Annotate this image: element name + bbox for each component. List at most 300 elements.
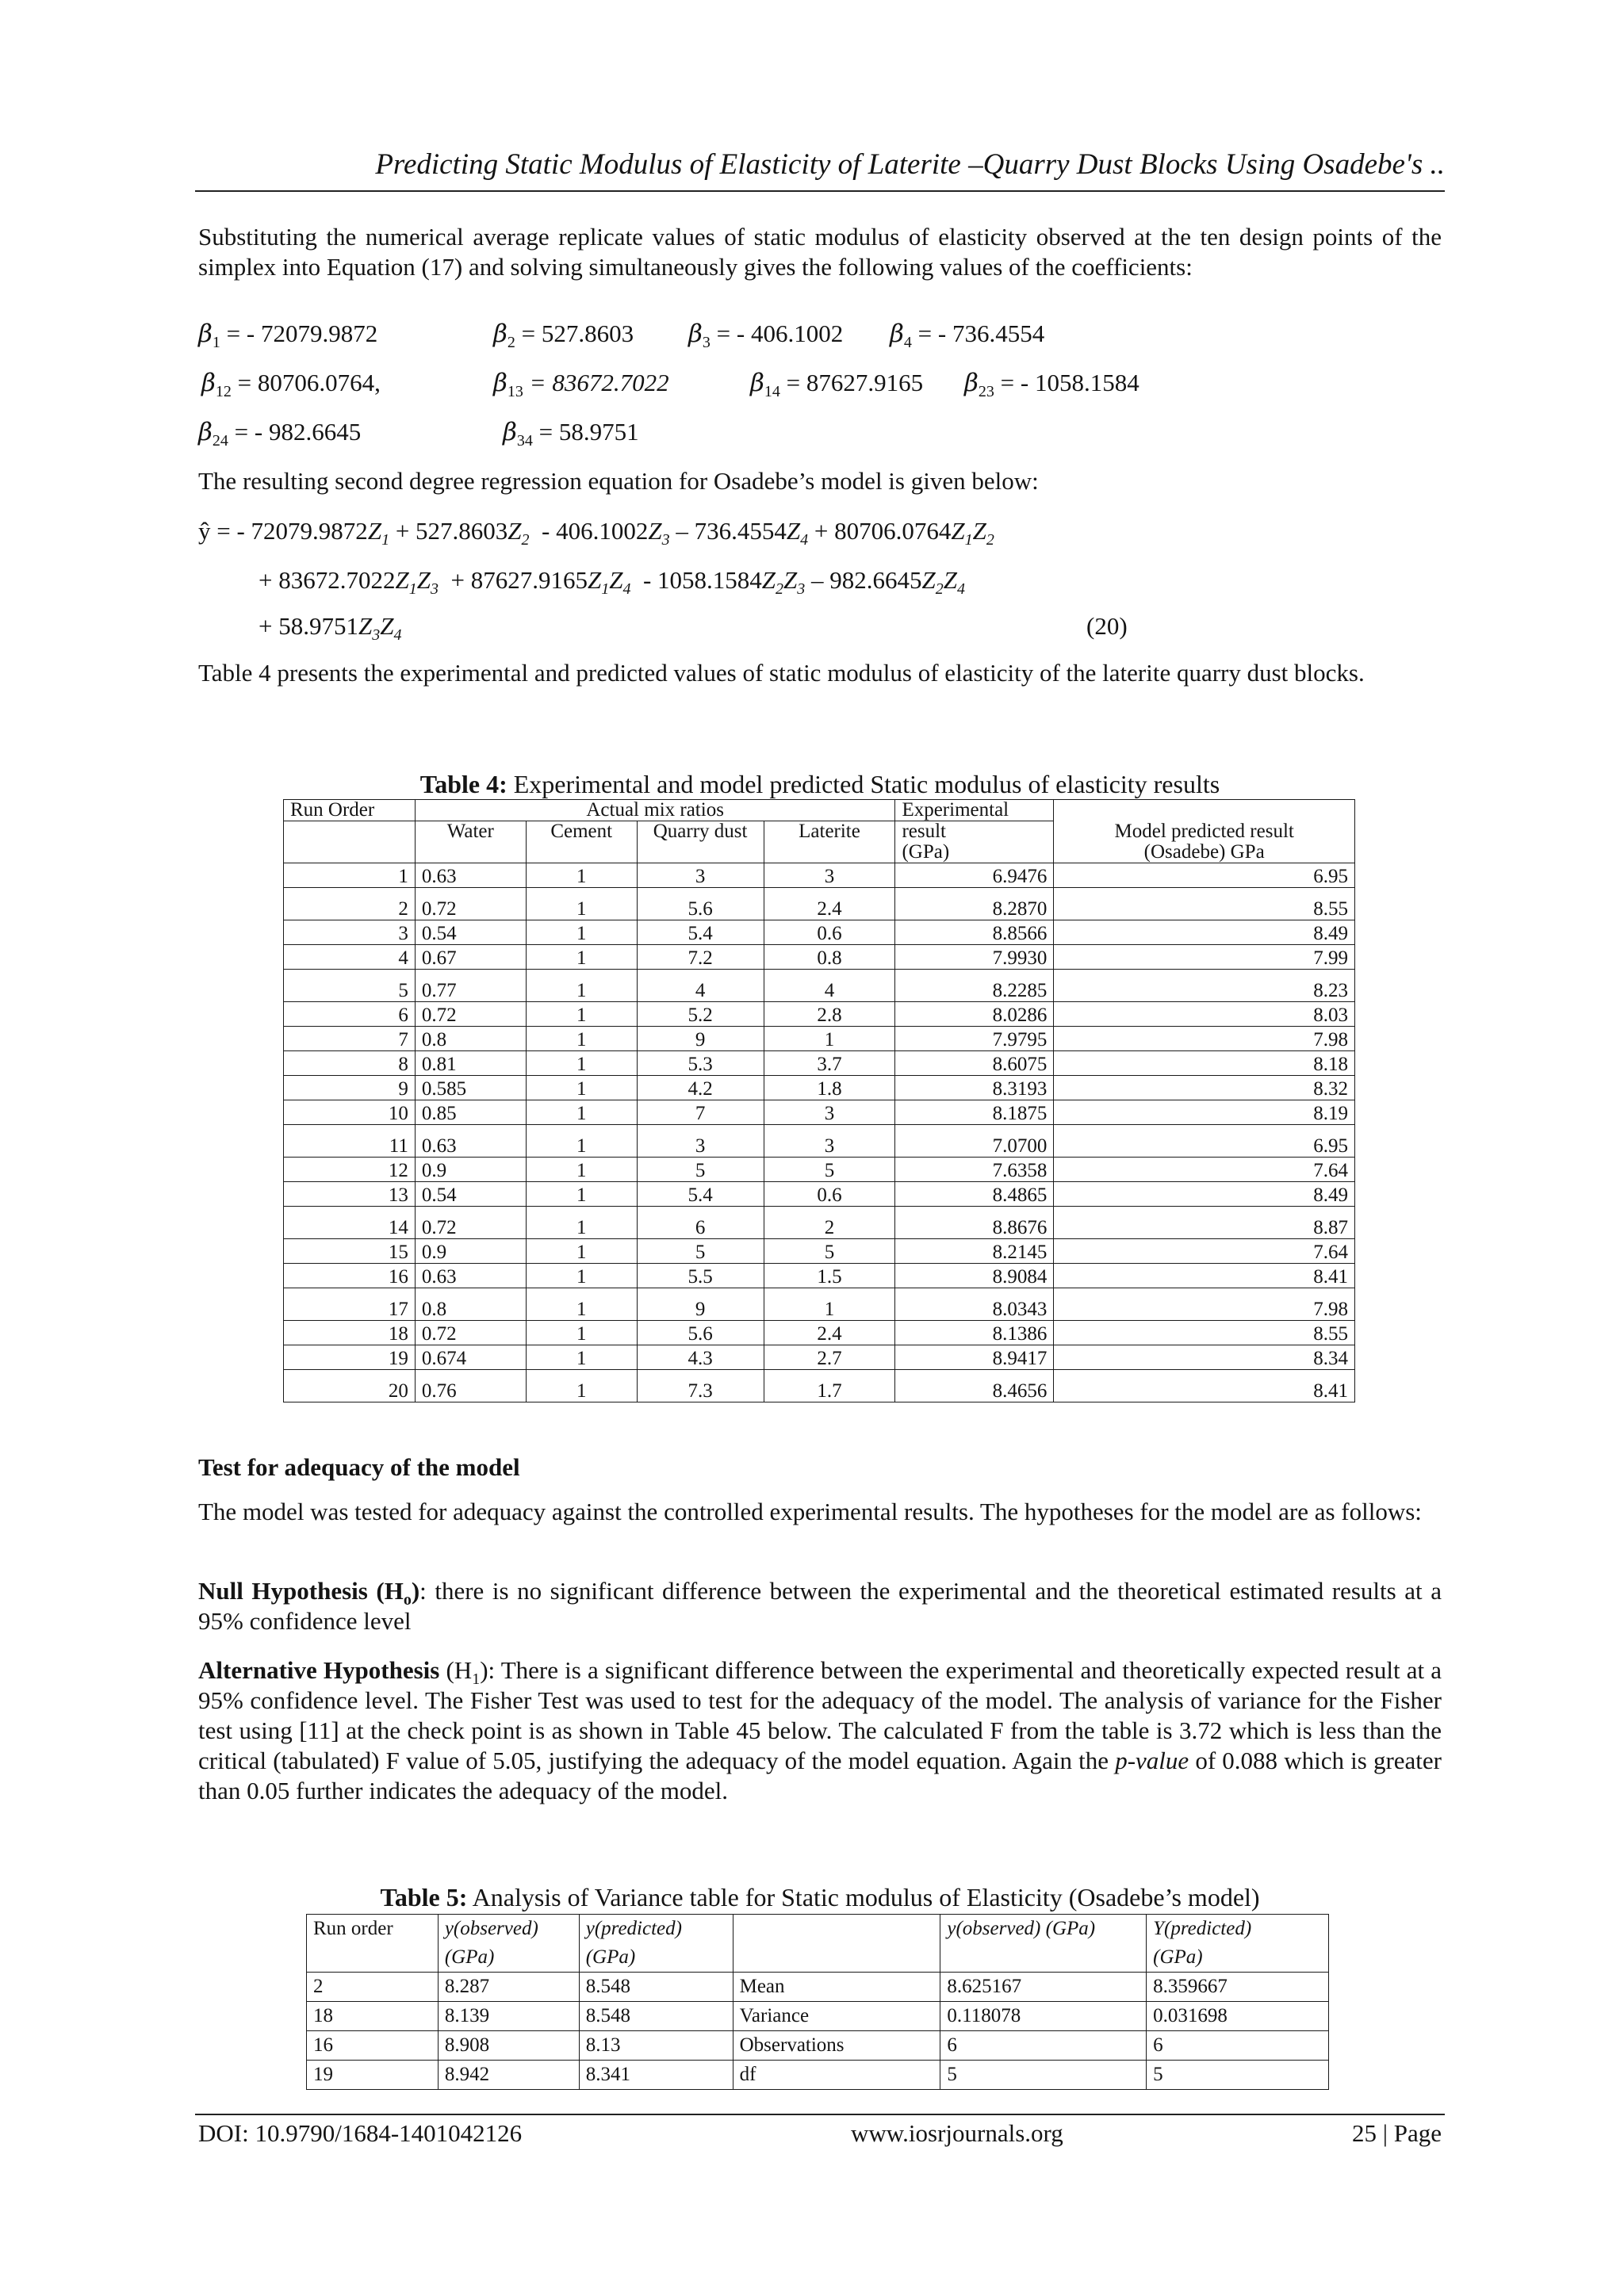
stat-y-observed-cell: 5 <box>940 2061 1147 2090</box>
equation-line-3 <box>259 610 401 642</box>
predicted-cell: 8.41 <box>1054 1264 1355 1288</box>
equation-number: (20) <box>1086 612 1128 640</box>
experimental-cell: 7.9795 <box>895 1027 1054 1051</box>
eq-var: Z <box>395 566 409 594</box>
cement-cell: 1 <box>526 1125 637 1158</box>
run-order-cell: 12 <box>284 1158 416 1182</box>
laterite-cell: 3 <box>764 863 895 888</box>
cement-cell: 1 <box>526 1182 637 1207</box>
quarry-dust-cell: 5.6 <box>637 888 764 920</box>
eq-sub: 4 <box>393 626 402 644</box>
quarry-dust-cell: 3 <box>637 1125 764 1158</box>
laterite-cell: 3 <box>764 1100 895 1125</box>
table-row <box>284 1051 1355 1076</box>
table-row <box>284 1370 1355 1402</box>
table-header-row <box>284 800 1355 821</box>
coef-value: = 527.8603 <box>521 320 634 347</box>
coef-b4 <box>890 319 1044 349</box>
quarry-dust-cell: 5 <box>637 1158 764 1182</box>
predicted-cell: 8.55 <box>1054 888 1355 920</box>
alt-pvalue: p-value <box>1115 1747 1189 1774</box>
adequacy-heading: Test for adequacy of the model <box>198 1453 520 1481</box>
cement-cell: 1 <box>526 920 637 945</box>
quarry-dust-cell: 5.6 <box>637 1321 764 1345</box>
cement-cell: 1 <box>526 1207 637 1239</box>
table-row <box>284 1002 1355 1027</box>
coef-sub: 13 <box>507 383 523 400</box>
beta-symbol: β <box>503 418 517 446</box>
null-hypothesis <box>198 1576 1442 1636</box>
predicted-cell: 7.98 <box>1054 1027 1355 1051</box>
cement-cell: 1 <box>526 1051 637 1076</box>
beta-symbol: β <box>890 320 904 348</box>
header-y-predicted: y(predicted) <box>579 1915 733 1944</box>
beta-symbol: β <box>201 369 216 397</box>
header-empty <box>733 1943 940 1973</box>
coef-sub: 14 <box>764 383 780 400</box>
header-empty <box>1054 800 1355 821</box>
eq-var: Z <box>943 566 958 594</box>
experimental-cell: 8.2285 <box>895 970 1054 1002</box>
cement-cell: 1 <box>526 1002 637 1027</box>
predicted-cell: 8.03 <box>1054 1002 1355 1027</box>
y-predicted-cell: 8.13 <box>579 2031 733 2061</box>
header-run-order: Run order <box>307 1915 439 1944</box>
caption-text: Analysis of Variance table for Static modulus of Elasticity (Osadebe’s model) <box>467 1883 1260 1911</box>
cement-cell: 1 <box>526 863 637 888</box>
laterite-cell: 3 <box>764 1125 895 1158</box>
coef-value: = 80706.0764, <box>237 369 381 396</box>
quarry-dust-cell: 7 <box>637 1100 764 1125</box>
header-cement: Cement <box>526 821 637 863</box>
equation-line-2 <box>259 564 965 596</box>
run-order-cell: 15 <box>284 1239 416 1264</box>
table-row <box>284 920 1355 945</box>
stat-y-predicted-cell: 5 <box>1147 2061 1329 2090</box>
predicted-cell: 8.19 <box>1054 1100 1355 1125</box>
coef-sub: 1 <box>212 334 220 351</box>
coef-b24 <box>198 417 362 450</box>
run-order-cell: 19 <box>307 2061 439 2090</box>
run-order-cell: 11 <box>284 1125 416 1158</box>
header-empty <box>284 821 416 863</box>
running-header-title: Predicting Static Modulus of Elasticity of Laterite –Quarry Dust Blocks Using Osadebe's .. <box>375 148 1445 181</box>
eq-var: Z <box>508 517 522 545</box>
y-observed-cell: 8.908 <box>438 2031 579 2061</box>
header-experimental-l3: (GPa) <box>895 842 1054 863</box>
eq-sub: 3 <box>797 580 806 598</box>
experimental-cell: 8.1875 <box>895 1100 1054 1125</box>
experimental-cell: 8.0343 <box>895 1288 1054 1321</box>
stat-y-observed-cell: 6 <box>940 2031 1147 2061</box>
water-cell: 0.81 <box>415 1051 526 1076</box>
water-cell: 0.63 <box>415 863 526 888</box>
laterite-cell: 0.8 <box>764 945 895 970</box>
experimental-cell: 8.2145 <box>895 1239 1054 1264</box>
alt-paren: (H <box>439 1656 473 1684</box>
predicted-cell: 7.64 <box>1054 1239 1355 1264</box>
run-order-cell: 6 <box>284 1002 416 1027</box>
coef-value: = 83672.7022 <box>529 369 669 396</box>
experimental-cell: 7.9930 <box>895 945 1054 970</box>
run-order-cell: 7 <box>284 1027 416 1051</box>
header-laterite: Laterite <box>764 821 895 863</box>
quarry-dust-cell: 5.4 <box>637 920 764 945</box>
water-cell: 0.63 <box>415 1125 526 1158</box>
laterite-cell: 2.4 <box>764 888 895 920</box>
coef-b23 <box>964 368 1139 398</box>
experimental-cell: 8.2870 <box>895 888 1054 920</box>
alternative-hypothesis <box>198 1655 1442 1806</box>
predicted-cell: 8.49 <box>1054 920 1355 945</box>
table4 <box>283 799 1355 1402</box>
experimental-cell: 8.8566 <box>895 920 1054 945</box>
water-cell: 0.67 <box>415 945 526 970</box>
stat-y-predicted-cell: 0.031698 <box>1147 2002 1329 2031</box>
coef-sub: 2 <box>507 334 515 351</box>
eq-term: - 406.1002 <box>529 517 649 545</box>
quarry-dust-cell: 5.5 <box>637 1264 764 1288</box>
beta-symbol: β <box>688 320 703 348</box>
coef-b13 <box>493 368 669 398</box>
header-empty <box>940 1943 1147 1973</box>
predicted-cell: 8.23 <box>1054 970 1355 1002</box>
run-order-cell: 18 <box>307 2002 439 2031</box>
water-cell: 0.8 <box>415 1027 526 1051</box>
quarry-dust-cell: 3 <box>637 863 764 888</box>
run-order-cell: 2 <box>284 888 416 920</box>
stat-y-observed-cell: 0.118078 <box>940 2002 1147 2031</box>
cement-cell: 1 <box>526 1288 637 1321</box>
run-order-cell: 10 <box>284 1100 416 1125</box>
table4-body <box>284 863 1355 1402</box>
laterite-cell: 1 <box>764 1027 895 1051</box>
experimental-cell: 7.6358 <box>895 1158 1054 1182</box>
table-header-row <box>307 1943 1329 1973</box>
table-header-row <box>307 1915 1329 1944</box>
laterite-cell: 2.7 <box>764 1345 895 1370</box>
coef-sub: 4 <box>903 334 912 351</box>
table5-body <box>307 1973 1329 2090</box>
quarry-dust-cell: 6 <box>637 1207 764 1239</box>
coef-value: = - 406.1002 <box>716 320 844 347</box>
header-empty <box>733 1915 940 1944</box>
water-cell: 0.72 <box>415 1002 526 1027</box>
experimental-cell: 8.8676 <box>895 1207 1054 1239</box>
water-cell: 0.54 <box>415 920 526 945</box>
experimental-cell: 6.9476 <box>895 863 1054 888</box>
cement-cell: 1 <box>526 1239 637 1264</box>
water-cell: 0.585 <box>415 1076 526 1100</box>
eq-term: + 87627.9165 <box>438 566 588 594</box>
header-rule <box>195 190 1445 192</box>
alt-text-b: of 0.088 which is greater than 0.05 further indicates the adequacy of the model. <box>198 1747 1442 1804</box>
coef-value: = 87627.9165 <box>786 369 924 396</box>
coef-sub: 34 <box>516 432 533 450</box>
beta-symbol: β <box>198 320 213 348</box>
stat-label-cell: df <box>733 2061 940 2090</box>
water-cell: 0.85 <box>415 1100 526 1125</box>
intro-paragraph: Substituting the numerical average replicate values of static modulus of elasticity observed at the ten design points of the simplex into Equation (17) and solving simultaneously gives the following values of the coefficients: <box>198 223 1442 281</box>
eq-var: Z <box>380 612 394 640</box>
eq-var: Z <box>416 566 431 594</box>
y-predicted-cell: 8.548 <box>579 2002 733 2031</box>
table-row <box>284 945 1355 970</box>
water-cell: 0.72 <box>415 1321 526 1345</box>
water-cell: 0.72 <box>415 1207 526 1239</box>
run-order-cell: 16 <box>284 1264 416 1288</box>
table-row <box>284 863 1355 888</box>
stat-label-cell: Variance <box>733 2002 940 2031</box>
eq-term: + 527.8603 <box>389 517 508 545</box>
experimental-cell: 8.4656 <box>895 1370 1054 1402</box>
cement-cell: 1 <box>526 1264 637 1288</box>
eq-sub: 3 <box>661 531 670 549</box>
header-predicted-l2: (Osadebe) GPa <box>1054 842 1355 863</box>
experimental-cell: 8.6075 <box>895 1051 1054 1076</box>
water-cell: 0.72 <box>415 888 526 920</box>
quarry-dust-cell: 5.3 <box>637 1051 764 1076</box>
null-close: ) <box>411 1577 420 1605</box>
water-cell: 0.8 <box>415 1288 526 1321</box>
quarry-dust-cell: 4 <box>637 970 764 1002</box>
coef-value: = - 982.6645 <box>234 418 362 446</box>
run-order-cell: 18 <box>284 1321 416 1345</box>
experimental-cell: 8.1386 <box>895 1321 1054 1345</box>
caption-label: Table 4: <box>419 770 508 798</box>
cement-cell: 1 <box>526 888 637 920</box>
caption-text: Experimental and model predicted Static modulus of elasticity results <box>507 770 1220 798</box>
laterite-cell: 5 <box>764 1158 895 1182</box>
stat-label-cell: Mean <box>733 1973 940 2002</box>
header-empty <box>307 1943 439 1973</box>
table4-caption <box>198 769 1442 799</box>
predicted-cell: 6.95 <box>1054 863 1355 888</box>
stat-y-observed-cell: 8.625167 <box>940 1973 1147 2002</box>
header-water: Water <box>415 821 526 863</box>
predicted-cell: 7.64 <box>1054 1158 1355 1182</box>
table-row <box>284 1288 1355 1321</box>
y-observed-cell: 8.287 <box>438 1973 579 2002</box>
eq-term: ŷ = - 72079.9872 <box>198 517 368 545</box>
quarry-dust-cell: 9 <box>637 1027 764 1051</box>
y-observed-cell: 8.942 <box>438 2061 579 2090</box>
quarry-dust-cell: 5.2 <box>637 1002 764 1027</box>
beta-symbol: β <box>198 418 213 446</box>
experimental-cell: 8.3193 <box>895 1076 1054 1100</box>
eq-var: Z <box>972 517 986 545</box>
eq-sub: 1 <box>381 531 390 549</box>
quarry-dust-cell: 7.3 <box>637 1370 764 1402</box>
predicted-cell: 8.34 <box>1054 1345 1355 1370</box>
footer-rule <box>195 2114 1445 2115</box>
quarry-dust-cell: 5.4 <box>637 1182 764 1207</box>
run-order-cell: 17 <box>284 1288 416 1321</box>
laterite-cell: 1 <box>764 1288 895 1321</box>
eq-sub: 2 <box>521 531 530 549</box>
eq-sub: 4 <box>800 531 809 549</box>
header-quarry-dust: Quarry dust <box>637 821 764 863</box>
eq-var: Z <box>367 517 382 545</box>
eq-sub: 1 <box>408 580 417 598</box>
cement-cell: 1 <box>526 1027 637 1051</box>
experimental-cell: 8.4865 <box>895 1182 1054 1207</box>
eq-term: + 58.9751 <box>259 612 358 640</box>
equation-lead: The resulting second degree regression equation for Osadebe’s model is given below: <box>198 467 1039 495</box>
table-header-row <box>284 821 1355 843</box>
eq-sub: 1 <box>964 531 973 549</box>
laterite-cell: 1.7 <box>764 1370 895 1402</box>
predicted-cell: 8.55 <box>1054 1321 1355 1345</box>
coef-b1 <box>198 319 377 349</box>
predicted-cell: 8.49 <box>1054 1182 1355 1207</box>
table-row <box>284 1321 1355 1345</box>
predicted-cell: 8.87 <box>1054 1207 1355 1239</box>
header-stat-y-predicted-unit: (GPa) <box>1147 1943 1329 1973</box>
beta-symbol: β <box>493 369 508 397</box>
laterite-cell: 1.8 <box>764 1076 895 1100</box>
adequacy-paragraph: The model was tested for adequacy against the controlled experimental results. The hypotheses for the model are as follows: <box>198 1498 1422 1525</box>
table-row <box>284 1207 1355 1239</box>
eq-term: + 80706.0764 <box>808 517 952 545</box>
table-row <box>284 1076 1355 1100</box>
table-row <box>284 1345 1355 1370</box>
table-row <box>307 2031 1329 2061</box>
table5-caption <box>198 1882 1442 1912</box>
eq-var: Z <box>609 566 623 594</box>
laterite-cell: 2.8 <box>764 1002 895 1027</box>
run-order-cell: 3 <box>284 920 416 945</box>
header-experimental-l2: result <box>895 821 1054 843</box>
coef-b3 <box>688 319 843 349</box>
water-cell: 0.54 <box>415 1182 526 1207</box>
water-cell: 0.9 <box>415 1158 526 1182</box>
cement-cell: 1 <box>526 1321 637 1345</box>
null-sub: o <box>403 1591 412 1609</box>
eq-var: Z <box>921 566 936 594</box>
eq-sub: 4 <box>957 580 966 598</box>
water-cell: 0.674 <box>415 1345 526 1370</box>
beta-symbol: β <box>750 369 764 397</box>
laterite-cell: 0.6 <box>764 1182 895 1207</box>
eq-term: - 1058.1584 <box>630 566 762 594</box>
header-predicted-l1: Model predicted result <box>1054 821 1355 843</box>
coef-sub: 23 <box>978 383 994 400</box>
header-y-observed-unit: (GPa) <box>438 1943 579 1973</box>
eq-term: – 736.4554 <box>669 517 787 545</box>
laterite-cell: 0.6 <box>764 920 895 945</box>
coef-b12 <box>201 368 381 398</box>
quarry-dust-cell: 4.3 <box>637 1345 764 1370</box>
quarry-dust-cell: 5 <box>637 1239 764 1264</box>
coef-value: = - 1058.1584 <box>1000 369 1139 396</box>
table-row <box>284 970 1355 1002</box>
run-order-cell: 8 <box>284 1051 416 1076</box>
coef-sub: 12 <box>215 383 232 400</box>
coef-value: = - 72079.9872 <box>226 320 378 347</box>
laterite-cell: 5 <box>764 1239 895 1264</box>
water-cell: 0.76 <box>415 1370 526 1402</box>
table-row <box>284 1239 1355 1264</box>
eq-sub: 1 <box>601 580 610 598</box>
eq-var: Z <box>648 517 662 545</box>
run-order-cell: 19 <box>284 1345 416 1370</box>
coef-value: = - 736.4554 <box>917 320 1045 347</box>
run-order-cell: 16 <box>307 2031 439 2061</box>
cement-cell: 1 <box>526 1370 637 1402</box>
coef-sub: 24 <box>212 432 228 450</box>
alt-text-a: ): There is a significant difference between the experimental and theoretically expected result at a 95% confidence level. The Fisher Test was used to test for the adequacy of the model. The analysis of variance for the Fisher test using [11] at the check point is as shown in Table 45 below. The calculated F from the table is 3.72 which is less than the critical (tabulated) F value of 5.05, justifying the adequacy of the model equation. Again the <box>198 1656 1442 1774</box>
water-cell: 0.9 <box>415 1239 526 1264</box>
eq-var: Z <box>786 517 801 545</box>
eq-var: Z <box>951 517 965 545</box>
table4-intro: Table 4 presents the experimental and predicted values of static modulus of elasticity of the laterite quarry dust blocks. <box>198 659 1365 687</box>
footer-doi: DOI: 10.9790/1684-1401042126 <box>198 2119 523 2147</box>
laterite-cell: 4 <box>764 970 895 1002</box>
null-label: Null Hypothesis (H <box>198 1577 404 1605</box>
quarry-dust-cell: 9 <box>637 1288 764 1321</box>
table5 <box>306 1914 1329 2090</box>
eq-var: Z <box>587 566 602 594</box>
run-order-cell: 14 <box>284 1207 416 1239</box>
header-y-predicted-unit: (GPa) <box>579 1943 733 1973</box>
table-row <box>284 1125 1355 1158</box>
run-order-cell: 2 <box>307 1973 439 2002</box>
stat-y-predicted-cell: 8.359667 <box>1147 1973 1329 2002</box>
run-order-cell: 5 <box>284 970 416 1002</box>
alt-sub: 1 <box>472 1670 481 1688</box>
predicted-cell: 8.32 <box>1054 1076 1355 1100</box>
eq-sub: 3 <box>430 580 439 598</box>
eq-sub: 2 <box>935 580 944 598</box>
coef-b2 <box>493 319 634 349</box>
predicted-cell: 6.95 <box>1054 1125 1355 1158</box>
cement-cell: 1 <box>526 1158 637 1182</box>
run-order-cell: 20 <box>284 1370 416 1402</box>
experimental-cell: 8.9417 <box>895 1345 1054 1370</box>
header-stat-y-observed: y(observed) (GPa) <box>940 1915 1147 1944</box>
laterite-cell: 2.4 <box>764 1321 895 1345</box>
table-row <box>307 2061 1329 2090</box>
y-observed-cell: 8.139 <box>438 2002 579 2031</box>
experimental-cell: 7.0700 <box>895 1125 1054 1158</box>
cement-cell: 1 <box>526 1345 637 1370</box>
equation-line-1 <box>198 515 994 547</box>
footer-site: www.iosrjournals.org <box>851 2119 1063 2147</box>
footer-page-number: 25 | Page <box>1352 2119 1442 2147</box>
eq-sub: 2 <box>776 580 784 598</box>
predicted-cell: 8.18 <box>1054 1051 1355 1076</box>
beta-symbol: β <box>964 369 979 397</box>
table-row <box>284 1027 1355 1051</box>
table-row <box>284 1264 1355 1288</box>
eq-sub: 3 <box>372 626 381 644</box>
coef-value: = 58.9751 <box>538 418 639 446</box>
table-row <box>284 1100 1355 1125</box>
cement-cell: 1 <box>526 970 637 1002</box>
quarry-dust-cell: 7.2 <box>637 945 764 970</box>
run-order-cell: 13 <box>284 1182 416 1207</box>
header-actual-mix: Actual mix ratios <box>415 800 895 821</box>
predicted-cell: 7.98 <box>1054 1288 1355 1321</box>
predicted-cell: 8.41 <box>1054 1370 1355 1402</box>
beta-symbol: β <box>493 320 508 348</box>
eq-var: Z <box>761 566 776 594</box>
run-order-cell: 4 <box>284 945 416 970</box>
laterite-cell: 2 <box>764 1207 895 1239</box>
coef-b34 <box>503 417 639 450</box>
water-cell: 0.63 <box>415 1264 526 1288</box>
